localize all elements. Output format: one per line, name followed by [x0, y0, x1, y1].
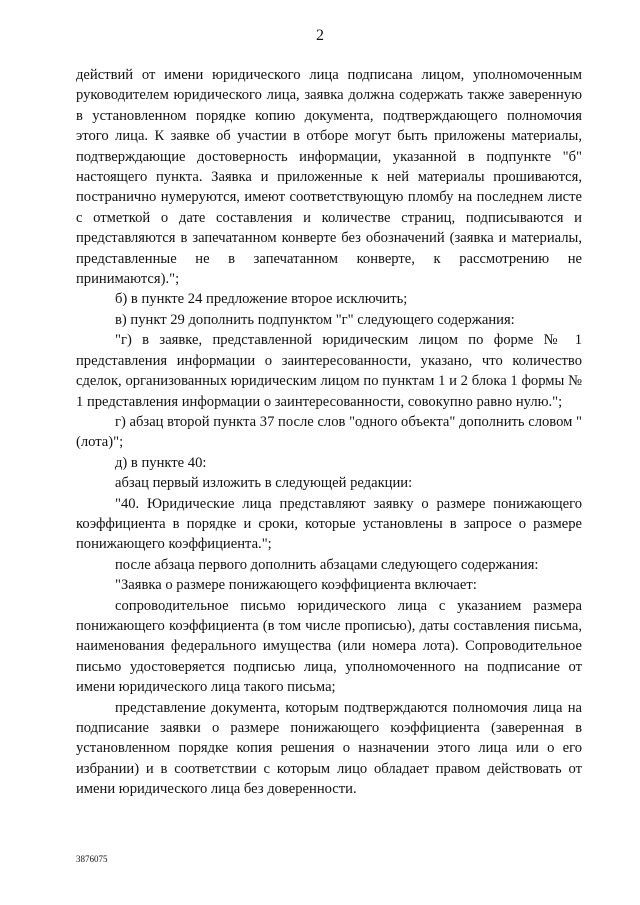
- page-number: 2: [316, 27, 324, 44]
- paragraph-cover-letter: сопроводительное письмо юридического лица с указанием размера понижающего коэффициента (в том числе прописью), даты составления письма, наименования федерального имущества (или номера лота). Сопроводительное письмо удостоверяется подписью лица, уполномоченного на подписание от имени юридического лица такого письма;: [76, 597, 582, 696]
- document-code: 3876075: [76, 854, 108, 864]
- paragraph-quote-g: "г) в заявке, представленной юридическим лицом по форме № 1 представления информации о заинтересованности, указано, что количество сделок, организованных юридическим лицом по пунктам 1 и 2 блока 1 формы № 1 представления информации о заинтересованности, совокупно равно нулю.";: [76, 332, 582, 410]
- paragraph-authority-document: представление документа, которым подтверждаются полномочия лица на подписание заявки о размере понижающего коэффициента (заверенная в установленном порядке копия решения о назначении этого лица или о его избрании) и в соответствии с которым лицо обладает правом действовать от имени юридического лица без доверенности.: [76, 699, 582, 798]
- paragraph-item-v: в) пункт 29 дополнить подпунктом "г" следующего содержания:: [115, 311, 515, 328]
- paragraph-after-first: после абзаца первого дополнить абзацами следующего содержания:: [115, 556, 539, 573]
- paragraph-item-g: г) абзац второй пункта 37 после слов "одного объекта" дополнить словом "(лота)";: [76, 413, 582, 451]
- paragraph-item-d: д) в пункте 40:: [115, 454, 207, 471]
- paragraph-continuation: действий от имени юридического лица подписана лицом, уполномоченным руководителем юридического лица, заявка должна содержать также заверенную в установленном порядке копию документа, подтверждающего полномочия этого лица. К заявке об участии в отборе могут быть приложены материалы, подтверждающие достоверность информации, указанной в подпункте "б" настоящего пункта. Заявка и приложенные к ней материалы прошиваются, постранично нумеруются, имеют соответствующую пломбу на последнем листе с отметкой о дате составления и количестве страниц, подписываются и представляются в запечатанном конверте без обозначений (заявка и материалы, представленные не в запечатанном конверте, к рассмотрению не принимаются).";: [76, 67, 582, 288]
- paragraph-item-b: б) в пункте 24 предложение второе исключить;: [115, 291, 408, 308]
- paragraph-quote-40: "40. Юридические лица представляют заявку о размере понижающего коэффициента в порядке и сроки, которые установлены в запросе о размере понижающего коэффициента.";: [76, 495, 582, 553]
- paragraph-zayavka-includes: "Заявка о размере понижающего коэффициента включает:: [115, 577, 477, 594]
- document-body: [76, 65, 582, 800]
- paragraph-first-abzac: абзац первый изложить в следующей редакции:: [115, 475, 413, 492]
